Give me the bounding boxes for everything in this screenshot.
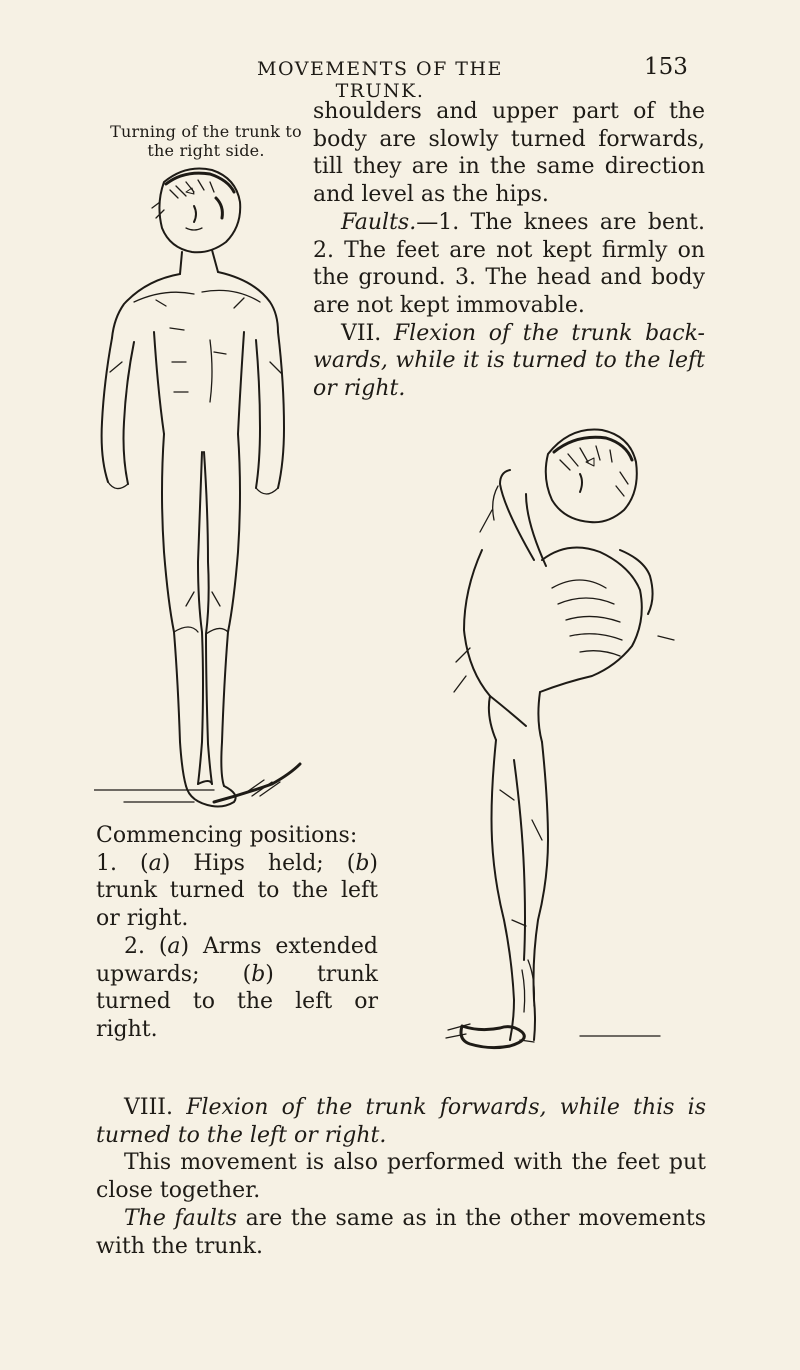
caption-line: Turning of the trunk to: [110, 122, 302, 141]
text-line: —1. The knees are bent.: [416, 209, 705, 235]
text-line: to the left or right.: [96, 989, 378, 1042]
text-line: body are slowly turned forwards,: [313, 126, 705, 152]
italic-letter: b: [355, 850, 370, 876]
figure-legs: [162, 434, 240, 786]
text-line: shoulders and upper part of the: [313, 99, 705, 124]
commencing-text: [96, 850, 378, 933]
italic-letter: a: [167, 933, 181, 959]
figure-head: [152, 169, 240, 253]
figure-left-caption: [96, 122, 316, 160]
text-line: the ground. 3. The head and body: [313, 265, 705, 291]
caption-line: the right side.: [147, 141, 265, 160]
text-line: This movement is also performed with the feet put: [124, 1150, 706, 1176]
text-line: till they are in the same direction: [313, 154, 705, 180]
text-line: Flexion of the trunk back-: [393, 320, 705, 346]
commencing-title: Commencing positions:: [96, 823, 358, 848]
text-fragment: 1. (: [96, 850, 149, 876]
figure-legs: [492, 740, 549, 1040]
text-line: 2. The feet are not kept firmly on: [313, 237, 705, 263]
italic-letter: a: [148, 850, 162, 876]
figure-torso: [454, 548, 674, 743]
section-vii-heading: [313, 320, 705, 403]
figure-trunk-backwards-illustration: [430, 400, 700, 1090]
text-line: are not kept immovable.: [313, 292, 585, 318]
text-line: wards, while it is turned to the: [313, 348, 661, 374]
text-line: left or right.: [313, 348, 705, 402]
figure-arms: [102, 332, 284, 494]
text-fragment: ): [369, 850, 378, 876]
text-fragment: ) Arms extended: [180, 933, 378, 959]
faults-label: The faults: [124, 1205, 238, 1231]
figure-arms: [480, 470, 653, 614]
text-fragment: ) trunk turned: [96, 961, 378, 1015]
text-line: the trunk.: [151, 1233, 263, 1259]
text-line: or right.: [96, 906, 189, 932]
figure-head: [546, 430, 637, 523]
figure-trunk-turned-illustration: [94, 162, 324, 822]
italic-letter: b: [251, 961, 266, 987]
text-block-top: [313, 98, 705, 403]
page-number: 153: [644, 54, 688, 80]
paragraph-faults: [96, 1205, 706, 1260]
paragraph-faults: [313, 209, 705, 320]
text-fragment: upwards; (: [96, 961, 252, 987]
figure-feet: [430, 1024, 660, 1048]
commencing-text: [96, 933, 378, 1044]
section-number: VII.: [341, 320, 382, 346]
text-line: Flexion of the trunk forwards, while this is turned: [96, 1095, 707, 1148]
faults-label: Faults.: [341, 209, 417, 235]
text-fragment: ) Hips held; (: [161, 850, 356, 876]
text-line: close together.: [96, 1178, 261, 1204]
text-line: are the same as in the other movements with: [96, 1205, 706, 1259]
figure-torso: [112, 250, 278, 434]
text-fragment: 2. (: [124, 933, 168, 959]
text-block-bottom: [96, 1094, 706, 1260]
section-viii-heading: [96, 1094, 706, 1149]
running-head: MOVEMENTS OF THE TRUNK.: [257, 58, 503, 102]
text-line: trunk turned to the left: [96, 878, 378, 904]
section-number: VIII.: [124, 1095, 173, 1120]
paragraph-continuation: [313, 98, 705, 209]
commencing-positions-block: [96, 822, 378, 1044]
paragraph: [96, 1149, 706, 1204]
text-line: to the left or right.: [177, 1122, 387, 1148]
figure-feet: [94, 764, 300, 807]
text-line: and level as the hips.: [313, 182, 549, 208]
section-title: [96, 1095, 706, 1148]
